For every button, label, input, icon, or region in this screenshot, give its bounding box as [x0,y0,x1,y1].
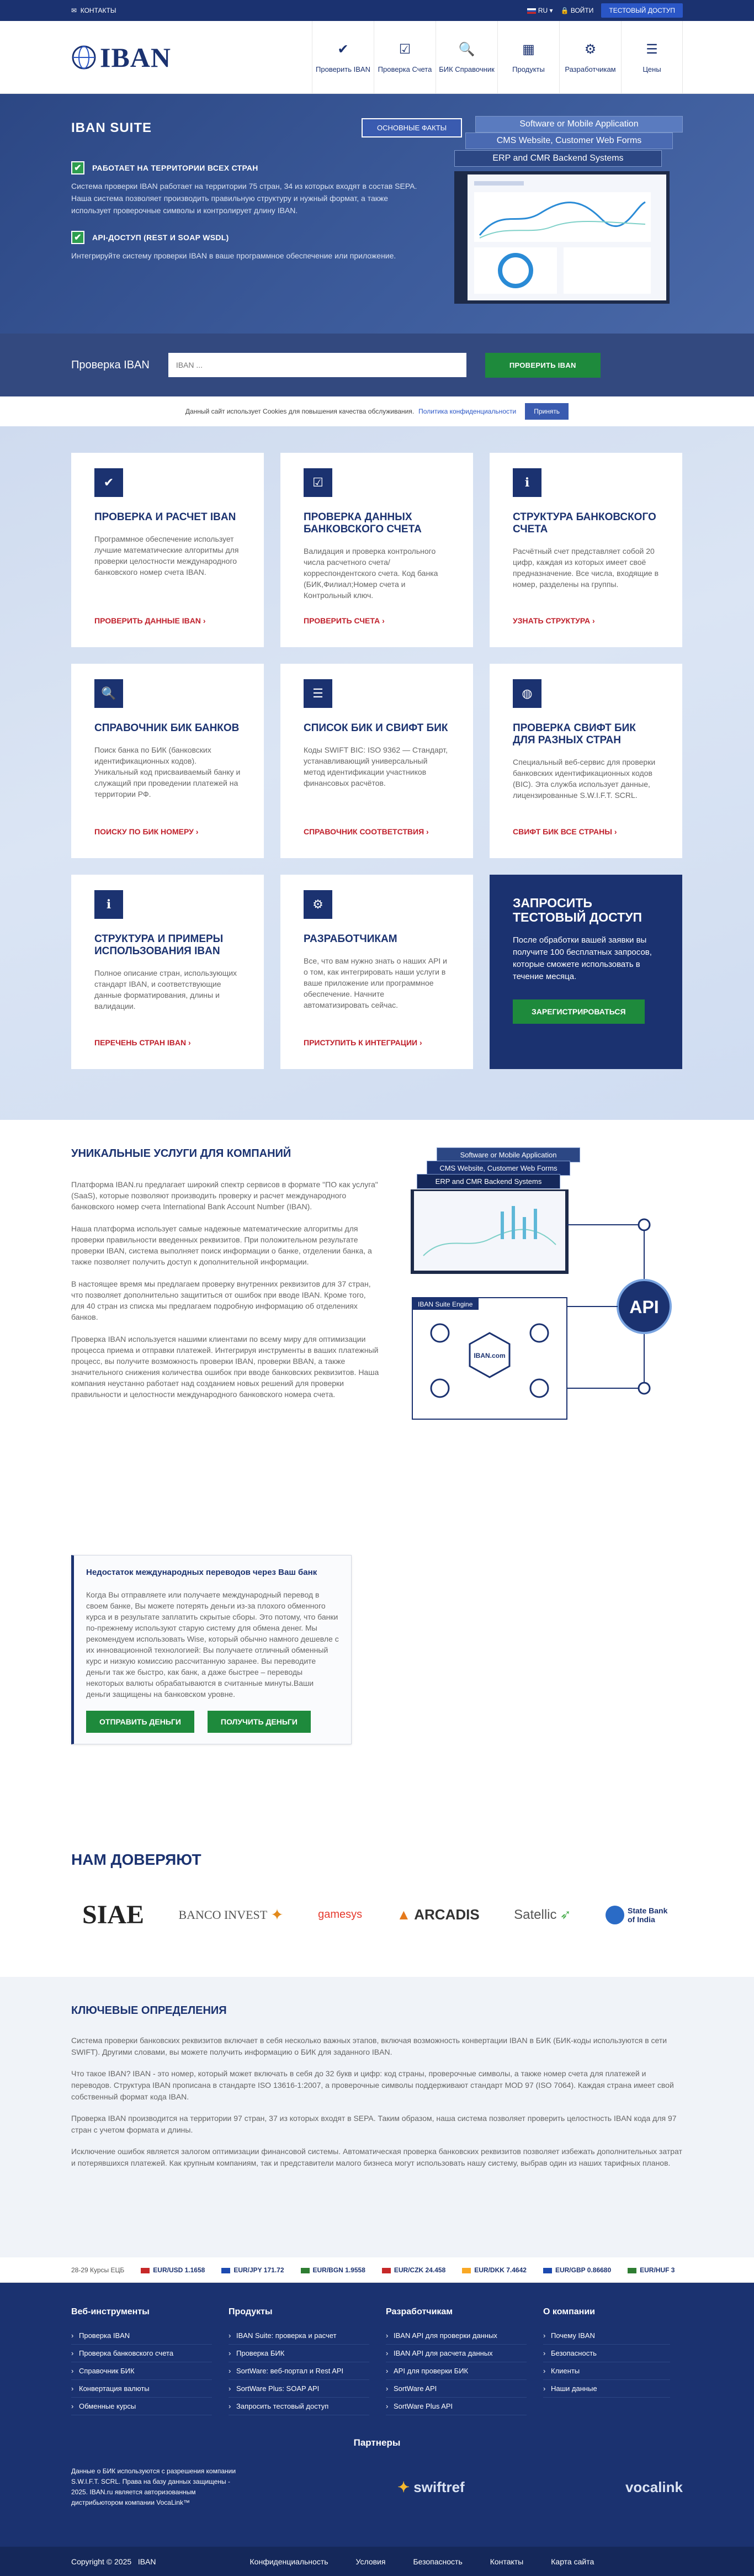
engine-label: IBAN Suite Engine [418,1300,473,1308]
engine-core-label: IBAN.com [474,1352,506,1360]
api-diagram-icon [401,1189,688,1454]
chevron-right-icon: › [382,616,385,625]
key-definitions [0,1977,754,2257]
key-facts-button[interactable]: ОСНОВНЫЕ ФАКТЫ [362,118,462,137]
dashboard-chart-icon [458,174,666,300]
nav-item[interactable] [621,21,683,94]
chevron-right-icon: › [188,1038,191,1047]
card-link[interactable] [304,616,385,625]
card-link[interactable] [94,616,205,625]
footer-link[interactable]: › Безопасность [543,2345,670,2362]
check-icon: ✔ [337,42,349,57]
card-link[interactable] [94,827,198,836]
logo-satellic-text: Satellic [514,1907,557,1922]
footer-link[interactable]: › Наши данные [543,2380,670,2398]
swift-note: Данные о БИК используются с разрешения компании S.W.I.F.T. SCRL. Права на базу данных защищены - 2025. IBAN.ru является авторизованным дистрибьютором компании VocaLink™ [71,2467,236,2506]
logo-siae [82,1900,144,1930]
services-text [71,1179,380,1400]
feature-1-text: Система проверки IBAN работает на территории 75 стран, 34 из которых входят в состав SEPA. Наша система позволяет производить правильную структуру и нужный формат, а также использует проверочные символы и контролирует длину IBAN. [71,182,417,215]
globe-logo-icon [71,45,97,70]
service-card [280,453,473,647]
logo-sbi [606,1906,672,1924]
footer-column-title: Разработчикам [386,2307,453,2316]
cogs-icon: ⚙ [304,890,332,919]
services-title: УНИКАЛЬНЫЕ УСЛУГИ ДЛЯ КОМПАНИЙ [71,1147,291,1160]
rate-value: EUR/USD 1.1658 [153,2266,205,2274]
currency-flag-icon [462,2268,471,2273]
card-link[interactable] [94,1038,191,1047]
definition-paragraph: Что такое IBAN? IBAN - это номер, который может включать в себя до 32 букв и цифр: код страны, проверочные символы, а также номер счета для платежей и переводов. Структура IBAN прописана в стандарте ISO 13616-1:2007, а проверочные символы поддерживают стандарт MOD 97 (ISO 7064). Каждая страна имеет свой собственный формат кода IBAN. [71,2069,674,2101]
card-text: Поиск банка по БИК (банковских идентификационных кодов). Уникальный код присваиваемый банку и служащий при проведении платежей на территории РФ. [94,745,241,798]
footer-link[interactable]: › SortWare: веб-портал и Rest API [229,2362,369,2380]
request-access-card [490,875,682,1069]
logo-sbi-text: State Bank of India [628,1906,668,1924]
logo-arcadis: ▲ ARCADIS [396,1906,480,1923]
logo-vocalink-text: vocalink [625,2478,683,2495]
card-title: ПРОВЕРКА ДАННЫХ БАНКОВСКОГО СЧЕТА [304,511,422,535]
check-icon: ✔ [71,161,84,174]
footer-link[interactable]: › SortWare Plus: SOAP API [229,2380,369,2398]
chevron-right-icon: › [420,1038,422,1047]
logo-banco-invest: BANCO INVEST ✦ [178,1906,284,1924]
card-link-label: ПРИСТУПИТЬ К ИНТЕГРАЦИИ [304,1038,418,1047]
rate-value: EUR/DKK 7.4642 [474,2266,527,2274]
nav-item[interactable] [436,21,497,94]
card-link-label: УЗНАТЬ СТРУКТУРА [513,616,591,625]
partner-logos [71,2466,683,2508]
logo-satellic: Satellic ➶ [514,1907,571,1922]
warning-title: Недостаток международных переводов через Ваш банк [86,1568,317,1577]
currency-flag-icon [628,2268,636,2273]
warning-box [71,1555,352,1744]
flag-ru-icon [527,8,536,14]
currency-flag-icon [301,2268,310,2273]
hero-screens [454,116,683,304]
illus-label-2: CMS Website, Customer Web Forms [427,1161,570,1176]
rate-value: EUR/GBP 0.86680 [555,2266,612,2274]
currency-flag-icon [382,2268,391,2273]
info-icon: ℹ [513,468,541,497]
test-access-button[interactable]: ТЕСТОВЫЙ ДОСТУП [601,3,683,18]
hero-title: IBAN SUITE [71,120,152,135]
bottom-link[interactable]: Конфиденциальность [249,2557,328,2566]
rate-value: EUR/HUF 3 [640,2266,675,2274]
chevron-right-icon: › [195,827,199,836]
card-link-label: ПРОВЕРИТЬ ДАННЫЕ IBAN [94,616,201,625]
main-nav [312,21,683,94]
list-icon: ☰ [304,679,332,708]
unique-services [59,1120,695,1555]
rate-item [301,2266,365,2274]
footer-column-title: О компании [543,2307,595,2316]
rate-item [382,2266,445,2274]
feature-1-title: РАБОТАЕТ НА ТЕРРИТОРИИ ВСЕХ СТРАН [92,163,258,172]
check-iban-button[interactable]: ПРОВЕРИТЬ IBAN [485,353,601,378]
header [0,21,754,94]
feature-title [71,231,424,244]
logo-gamesys-text: gamesys [318,1908,363,1921]
screen-label-3: ERP and CMR Backend Systems [454,150,662,167]
nav-item-label: Проверка Счета [378,65,432,73]
nav-item-label: БИК Справочник [439,65,495,73]
chevron-right-icon: › [592,616,595,625]
request-title: ЗАПРОСИТЬ ТЕСТОВЫЙ ДОСТУП [513,896,643,924]
rate-value: EUR/CZK 24.458 [394,2266,446,2274]
card-text: Специальный веб-сервис для проверки банковских идентификационных кодов (BIC). Эта служба использует данные, лицензированные S.W.I.F.T. SCRL. [513,758,656,800]
footer-column [543,2307,687,2415]
chevron-right-icon: › [203,616,206,625]
footer-link[interactable]: › Проверка IBAN [71,2327,212,2345]
feature-2-text: Интегрируйте систему проверки IBAN в ваше программное обеспечение или приложение. [71,251,396,260]
nav-item[interactable] [559,21,621,94]
services-paragraph: В настоящее время мы предлагаем проверку внутренних реквизитов для 37 стран, что позволяет дополнительно защититься от ошибок при вводе IBAN. Кроме того, для 40 стран из списка мы предлагаем подробную информацию об отделениях банков. [71,1279,371,1321]
card-title: СТРУКТУРА И ПРИМЕРЫ ИСПОЛЬЗОВАНИЯ IBAN [94,933,224,957]
trusted-by [59,1851,695,1977]
currency-flag-icon [543,2268,552,2273]
api-badge-text: API [629,1297,659,1317]
nav-item-label: Продукты [512,65,545,73]
transfer-warning [59,1555,695,1851]
card-text: Расчётный счет представляет собой 20 цифр, каждая из которых имеет своё предназначение. Все числа, входящие в номер, разделены на группы. [513,547,659,589]
services-cards [0,426,754,1120]
logo[interactable] [71,41,171,73]
grid-icon: ▦ [522,42,535,57]
card-link[interactable] [304,1038,422,1047]
card-title: ПРОВЕРКА И РАСЧЕТ IBAN [94,511,236,523]
footer-link[interactable]: › Запросить тестовый доступ [229,2398,369,2415]
footer-link[interactable]: › SortWare Plus API [386,2398,527,2415]
footer-link[interactable]: › IBAN API для проверки данных [386,2327,527,2345]
card-title: ПРОВЕРКА СВИФТ БИК ДЛЯ РАЗНЫХ СТРАН [513,722,636,746]
list-icon: ☰ [646,42,658,57]
feature-title [71,161,424,174]
card-title: СТРУКТУРА БАНКОВСКОГО СЧЕТА [513,511,656,535]
card-link[interactable] [513,827,617,836]
top-bar [0,0,754,21]
hero [0,94,754,334]
nav-item-label: Цены [643,65,661,73]
nav-item-label: Разработчикам [565,65,616,73]
footer-link[interactable]: › Проверка банковского счета [71,2345,212,2362]
rate-item [628,2266,675,2274]
check-icon: ✔ [94,468,123,497]
footer-column-title: Веб-инструменты [71,2307,150,2316]
service-card [71,875,264,1069]
login-label: ВОЙТИ [570,7,594,14]
trust-title: НАМ ДОВЕРЯЮТ [71,1851,201,1868]
info-icon: ℹ [94,890,123,919]
illus-label-3: ERP and CMR Backend Systems [417,1174,560,1189]
iban-check-band [0,334,754,396]
language-select[interactable]: RU ▾ [527,7,553,14]
request-text: После обработки вашей заявки вы получите 100 бесплатных запросов, которые сможете использовать в течение месяца. [513,935,652,981]
service-card [71,664,264,858]
definitions-title: КЛЮЧЕВЫЕ ОПРЕДЕЛЕНИЯ [71,2004,227,2017]
language-label: RU [538,7,548,14]
service-card [490,664,682,858]
footer-link[interactable]: › Конвертация валюты [71,2380,212,2398]
rate-item [141,2266,205,2274]
check-icon: ✔ [71,231,84,244]
exchange-rates-ticker [0,2257,754,2283]
cogs-icon: ⚙ [584,42,597,57]
logo-vocalink [625,2479,683,2496]
currency-flag-icon [141,2268,150,2273]
privacy-policy-link[interactable]: Политика конфиденциальности [418,408,517,415]
api-illustration [401,1147,688,1457]
bottom-bar [0,2547,754,2576]
bottom-link[interactable]: Условия [355,2557,386,2566]
currency-flag-icon [221,2268,230,2273]
footer [0,2283,754,2547]
iban-input[interactable] [168,353,466,377]
receive-money-button[interactable]: ПОЛУЧИТЬ ДЕНЬГИ [208,1711,311,1733]
footer-link[interactable]: › IBAN API для расчета данных [386,2345,527,2362]
client-logos [71,1900,683,1930]
logo-arcadis-text: ARCADIS [414,1906,480,1923]
chevron-right-icon: › [614,827,617,836]
footer-column [71,2307,229,2415]
card-text: Программное обеспечение использует лучшие математические алгоритмы для проверки целостности международного банковского номер счета IBAN. [94,535,239,576]
service-card [280,664,473,858]
card-title: СПРАВОЧНИК БИК БАНКОВ [94,722,240,734]
bottom-link[interactable]: Контакты [490,2557,524,2566]
footer-column-title: Продукты [229,2307,273,2316]
search-icon: 🔍 [94,679,123,708]
illus-label-1: Software or Mobile Application [437,1147,580,1162]
checkbox-icon: ☑ [399,42,411,57]
screen-label-1: Software or Mobile Application [475,116,683,133]
footer-column [229,2307,386,2415]
login-link[interactable] [561,7,594,14]
service-card [71,453,264,647]
services-paragraph: Проверка IBAN используется нашими клиентами по всему миру для оптимизации процесса приема и отправки платежей. Интегрируя инструменты в ваших платежный процесс, вы получите возможность проверки IBAN, проверки BBAN, а также значительного снижения количества ошибок при вводе банковских реквизитов. Наша компания неустанно работает над созданием новых решений для проверки правильности и целостности международного банковского номера счета. [71,1335,379,1399]
card-title: РАЗРАБОТЧИКАМ [304,933,397,945]
footer-link[interactable]: › Справочник БИК [71,2362,212,2380]
logo-gamesys [318,1908,362,1921]
search-icon: 🔍 [458,42,475,57]
iban-check-label: Проверка IBAN [71,358,150,371]
bottom-link[interactable]: Безопасность [413,2557,463,2566]
card-title: СПИСОК БИК И СВИФТ БИК [304,722,448,734]
rates-date: 28-29 Курсы ЕЦБ [71,2266,125,2274]
service-card [490,453,682,647]
screen-label-2: CMS Website, Customer Web Forms [465,133,673,149]
register-button[interactable]: ЗАРЕГИСТРИРОВАТЬСЯ [513,999,645,1024]
cookie-banner [0,396,754,426]
bottom-link[interactable]: Карта сайта [551,2557,594,2566]
footer-link[interactable]: › SortWare API [386,2380,527,2398]
definition-paragraph: Проверка IBAN производится на территории 97 стран, 37 из которых входят в SEPA. Таким образом, наша система позволяет проверить целостность IBAN кода для 97 стран с учетом формата и длины. [71,2114,677,2134]
card-text: Валидация и проверка контрольного числа расчетного счета/корреспондентского счета. Код банка (БИК,Филиал;Номер счета и Контрольный ключ. [304,547,438,600]
definition-paragraph: Система проверки банковских реквизитов включает в себя несколько важных этапов, включая возможность конвертации IBAN в БИК (БИК-коды используются в сети SWIFT). Другими словами, вы можете получить информацию о БИК для заданного IBAN. [71,2036,667,2056]
mail-icon: ✉ [71,7,77,14]
nav-item-label: Проверить IBAN [316,65,370,73]
globe-icon: ◍ [513,679,541,708]
footer-link[interactable]: › Почему IBAN [543,2327,670,2345]
contacts-label: КОНТАКТЫ [80,7,116,14]
logo-siae-text: SIAE [82,1900,145,1929]
card-link-label: СВИФТ БИК ВСЕ СТРАНЫ [513,827,612,836]
dashboard-preview [454,171,670,304]
services-paragraph: Наша платформа использует самые надежные математические алгоритмы для проверки правильности введенных реквизитов. При положительном результате проверки IBAN, система выполняет поиск информации о банке, отделении банка, а также позволяет получить доступ к дополнительной информации. [71,1224,372,1266]
footer-link[interactable]: › Обменные курсы [71,2398,212,2415]
footer-link[interactable]: › IBAN Suite: проверка и расчет [229,2327,369,2345]
card-text: Все, что вам нужно знать о наших API и о том, как интегрировать наши услуги в ваше приложение или программное обеспечение. Начните автоматизировать сейчас. [304,956,448,1009]
rate-value: EUR/BGN 1.9558 [312,2266,365,2274]
logo-text: IBAN [100,42,172,73]
services-paragraph: Платформа IBAN.ru предлагает широкий спектр сервисов в формате "ПО как услуга" (SaaS), которые позволяют производить проверку и расчет международного банковского номер счета International Bank Account Number (IBAN). [71,1180,378,1211]
footer-link[interactable]: › API для проверки БИК [386,2362,527,2380]
card-link-label: ПЕРЕЧЕНЬ СТРАН IBAN [94,1038,187,1047]
checkbox-icon: ☑ [304,468,332,497]
service-card [280,875,473,1069]
accept-cookies-button[interactable]: Принять [525,403,569,420]
warning-text: Когда Вы отправляете или получаете международный перевод в своем банке, Вы можете потерять деньги из-за плохого обменного курса и в результате заплатить скрытые сборы. Это потому, что банки по-прежнему используют старую систему для обмена денег. Мы рекомендуем использовать Wise, который обычно намного дешевле с их инновационной технологией: Вы получаете отличный обменный курс и низкую комиссию рассчитанную заранее. Вы переводите деньги так же быстро, как банк, а даже быстрее – переводы некоторых валюты обрабатываются в считанные минуты.Ваши деньги защищены на банковском уровне. [86,1590,339,1699]
cookie-text: Данный сайт использует Cookies для повышения качества обслуживания. [185,408,415,415]
nav-item[interactable] [374,21,436,94]
card-link[interactable] [304,827,429,836]
definition-paragraph: Исключение ошибок является залогом оптимизации финансовой системы. Автоматическая проверка банковских реквизитов позволяет избежать дополнительных затрат и потерявшихся платежей. Как крупным компаниям, так и представители малого бизнеса могут использовать нашу систему, выбрав один из наших тарифных планов. [71,2147,682,2167]
card-link[interactable] [513,616,595,625]
hero-features [71,161,424,262]
logo-swiftref-text: swiftref [413,2478,465,2495]
logo-banco-text: BANCO INVEST [178,1907,268,1922]
card-link-label: ПРОВЕРИТЬ СЧЕТА [304,616,380,625]
card-text: Коды SWIFT BIC: ISO 9362 — Стандарт, устанавливающий универсальный метод идентификации участников финансовых расчётов. [304,745,448,787]
footer-column [386,2307,543,2415]
chevron-right-icon: › [426,827,429,836]
card-text: Полное описание стран, использующих стандарт IBAN, и соответствующие данные форматирования, длины и валидации. [94,969,237,1011]
rate-value: EUR/JPY 171.72 [233,2266,284,2274]
copyright: Copyright © 2025 [71,2557,132,2566]
copyright-brand: IBAN [137,2557,156,2566]
card-link-label: ПОИСКУ ПО БИК НОМЕРУ [94,827,194,836]
lock-icon: 🔒 [560,7,569,14]
send-money-button[interactable]: ОТПРАВИТЬ ДЕНЬГИ [86,1711,194,1733]
rate-item [221,2266,284,2274]
logo-swiftref: ✦ swiftref [397,2478,465,2495]
partners-title: Партнеры [353,2437,401,2448]
footer-link[interactable]: › Проверка БИК [229,2345,369,2362]
card-link-label: СПРАВОЧНИК СООТВЕТСТВИЯ [304,827,424,836]
feature-2-title: API-ДОСТУП (REST И SOAP WSDL) [92,233,229,242]
nav-item[interactable] [312,21,374,94]
rate-item [462,2266,527,2274]
nav-item[interactable] [497,21,559,94]
rate-item [543,2266,611,2274]
contacts-link[interactable] [71,7,116,14]
footer-link[interactable]: › Клиенты [543,2362,670,2380]
